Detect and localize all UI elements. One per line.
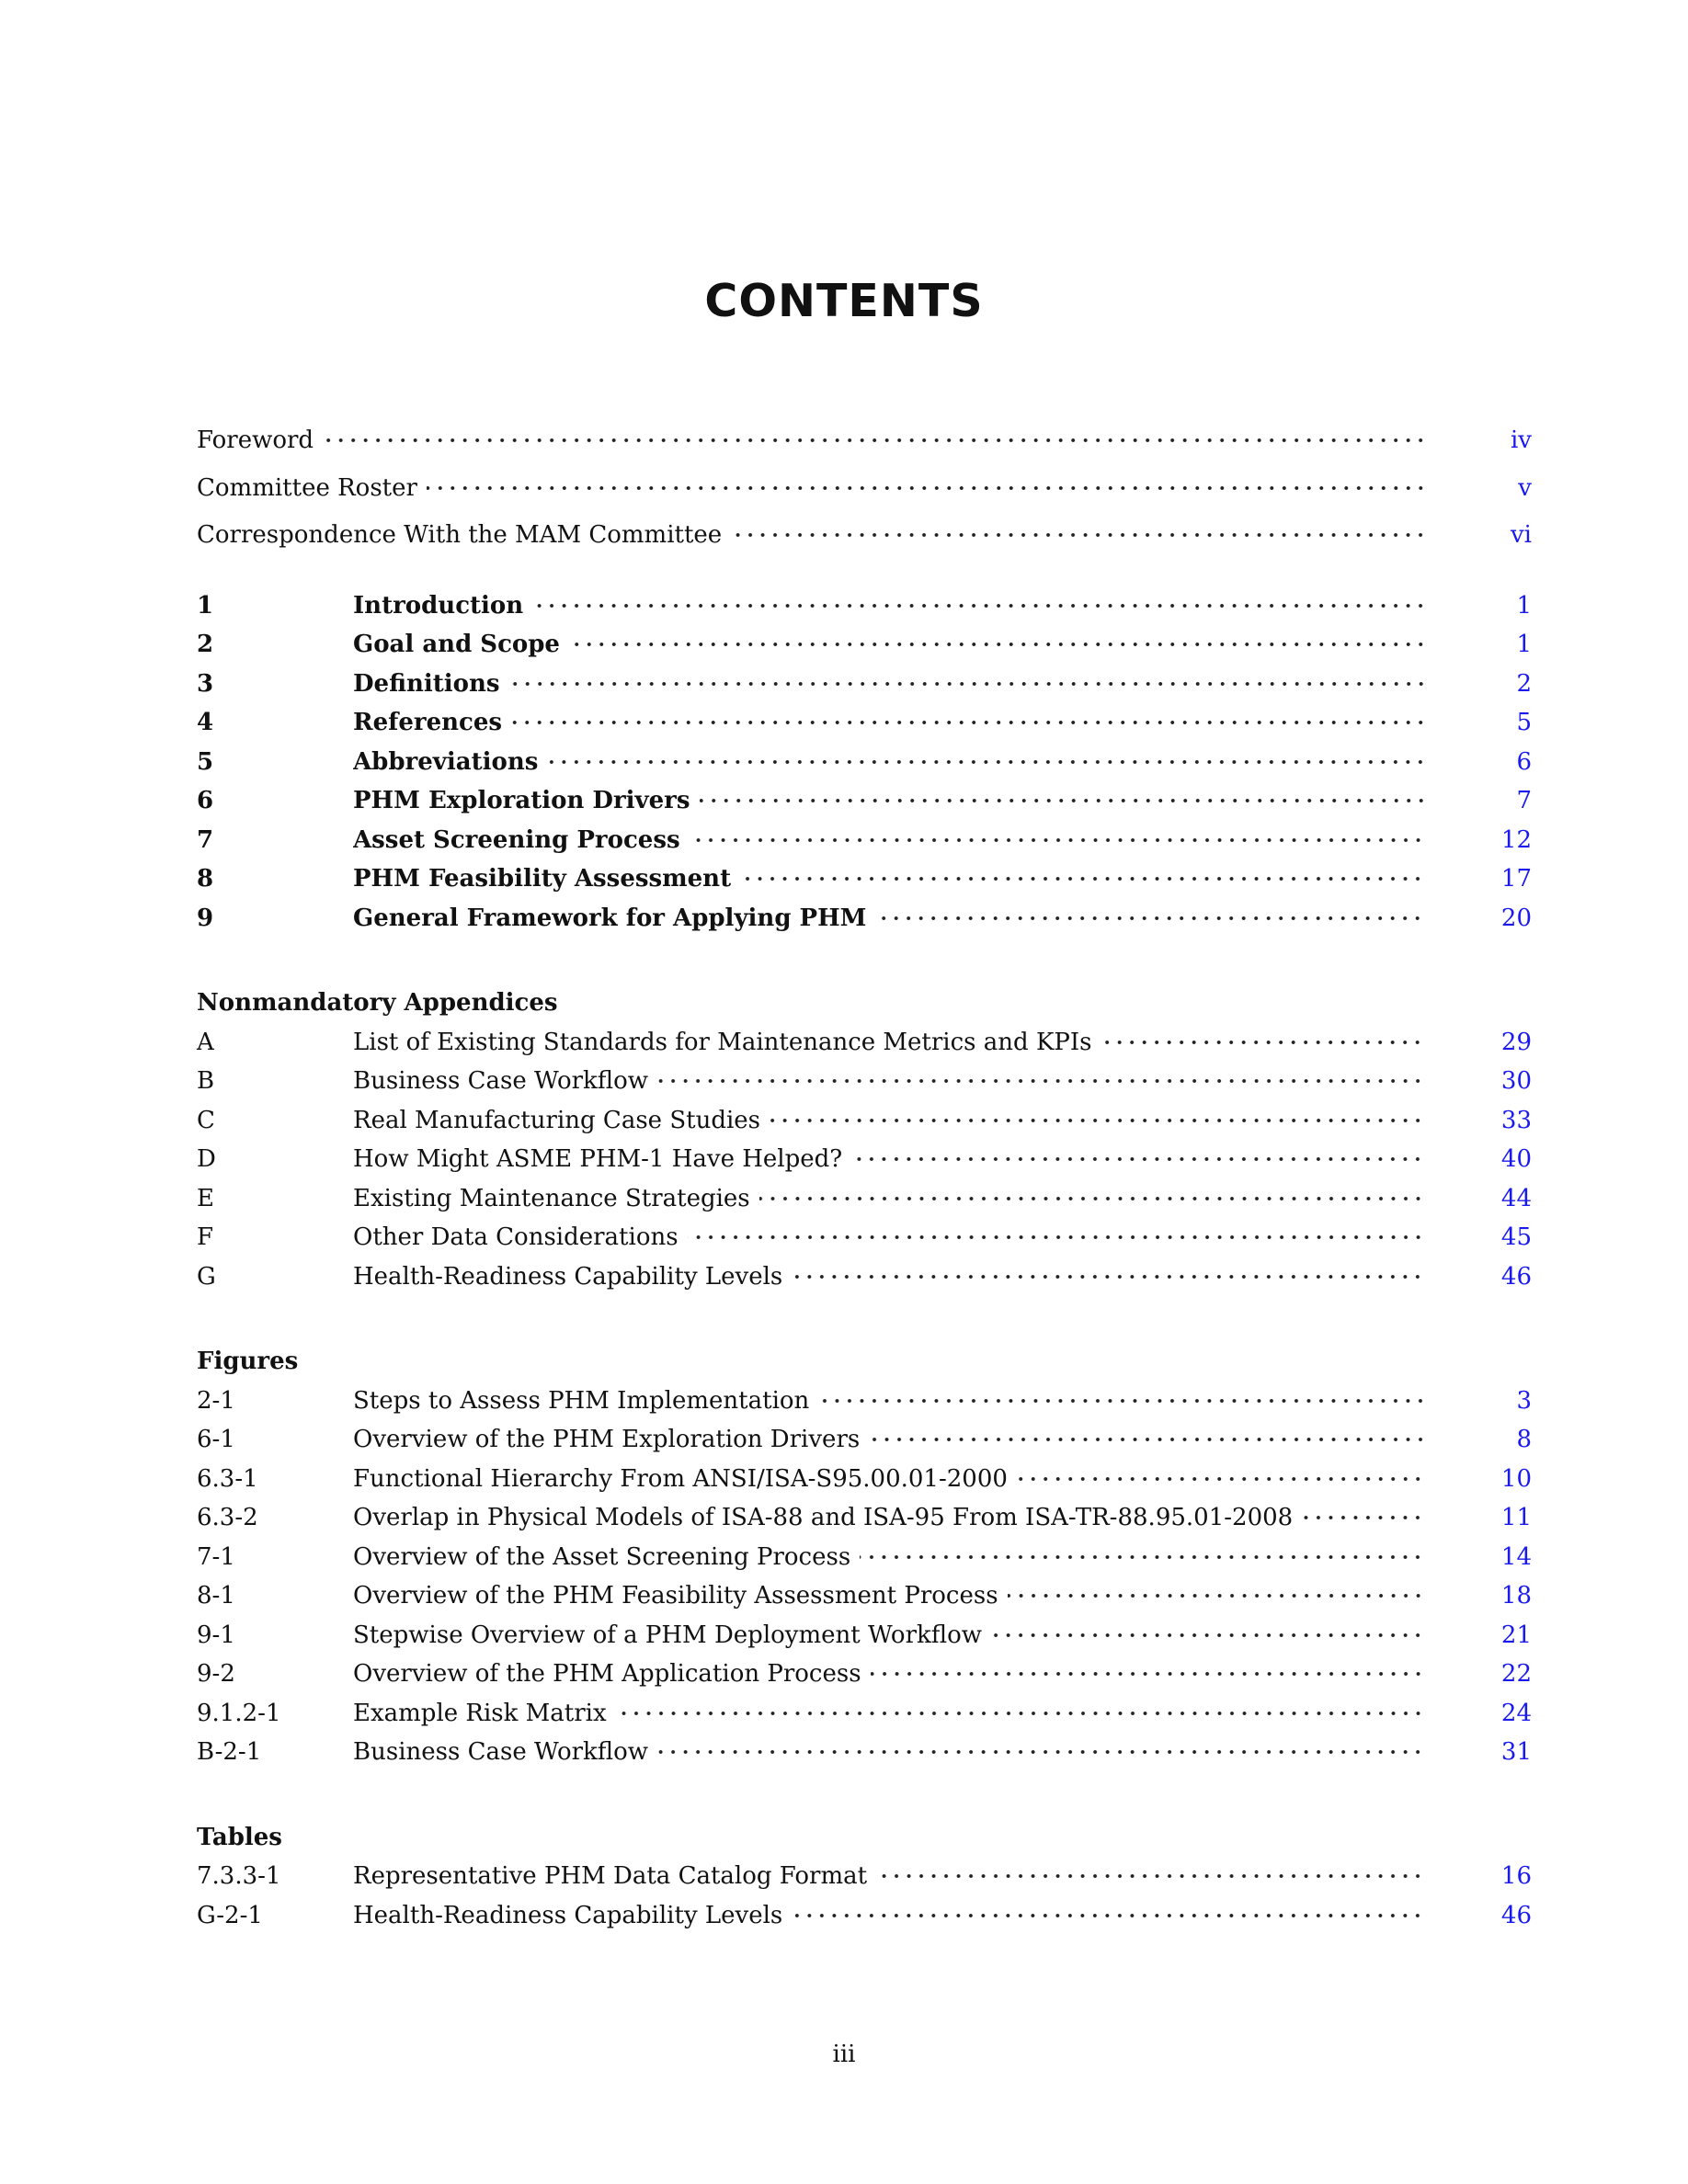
- toc-section-label: General Framework for Applying PHM: [353, 904, 867, 932]
- dot-leader: [427, 472, 1427, 504]
- dot-leader: [1302, 1502, 1424, 1533]
- toc-page-link[interactable]: 22: [1500, 1660, 1532, 1688]
- toc-appendix-f[interactable]: [197, 1219, 1532, 1256]
- toc-entry-label: Overview of the PHM Exploration Drivers: [353, 1426, 861, 1453]
- toc-entry-label: Existing Maintenance Strategies: [353, 1185, 750, 1212]
- toc-section-4[interactable]: [197, 704, 1532, 741]
- toc-entry-label: Health-Readiness Capability Levels: [353, 1263, 783, 1291]
- toc-entry-label: Overview of the PHM Feasibility Assessment Process: [353, 1582, 998, 1610]
- dot-leader: [690, 825, 1424, 856]
- toc-entry-label: Overlap in Physical Models of ISA-88 and ISA-95 From ISA-TR-88.95.01-2008: [353, 1504, 1294, 1531]
- toc-entry-label: How Might ASME PHM-1 Have Helped?: [353, 1145, 843, 1173]
- toc-section-label: PHM Feasibility Assessment: [353, 865, 732, 893]
- toc-entry-label: Representative PHM Data Catalog Format: [353, 1862, 868, 1890]
- toc-figure-8-1[interactable]: [197, 1577, 1532, 1614]
- toc-entry-label: Other Data Considerations: [353, 1223, 679, 1251]
- toc-page-link[interactable]: 1: [1516, 592, 1532, 620]
- toc-section-label: References: [353, 709, 503, 736]
- toc-section-label: Goal and Scope: [353, 631, 560, 658]
- toc-entry-number: B-2-1: [197, 1738, 262, 1766]
- toc-section-number: 8: [197, 865, 214, 893]
- toc-entry-number: B: [197, 1067, 215, 1095]
- toc-section-9[interactable]: [197, 900, 1532, 937]
- toc-section-label: Asset Screening Process: [353, 826, 680, 854]
- toc-page-link[interactable]: 30: [1500, 1067, 1532, 1095]
- toc-figure-b-2-1[interactable]: [197, 1734, 1532, 1770]
- toc-section-2[interactable]: [197, 626, 1532, 663]
- toc-table-7-3-3-1[interactable]: [197, 1858, 1532, 1894]
- toc-entry-number: 9.1.2-1: [197, 1700, 281, 1727]
- toc-entry-number: 6.3-1: [197, 1465, 258, 1493]
- dot-leader: [740, 863, 1424, 894]
- toc-entry-label: Correspondence With the MAM Committee: [197, 521, 723, 549]
- toc-entry-label: Example Risk Matrix: [353, 1700, 607, 1727]
- toc-page-link[interactable]: 3: [1516, 1387, 1532, 1415]
- page-number: iii: [832, 2041, 856, 2068]
- toc-entry-label: Foreword: [197, 427, 314, 454]
- toc-section-label: Definitions: [353, 670, 500, 698]
- toc-figure-6-3-2[interactable]: [197, 1499, 1532, 1536]
- toc-section-7[interactable]: [197, 822, 1532, 859]
- toc-entry-number: 7-1: [197, 1543, 235, 1571]
- toc-entry-number: 7.3.3-1: [197, 1862, 281, 1890]
- toc-section-5[interactable]: [197, 744, 1532, 780]
- toc-entry-label: Overview of the Asset Screening Process: [353, 1543, 851, 1571]
- toc-entry-label: Overview of the PHM Application Process: [353, 1660, 861, 1688]
- toc-entry-correspondence[interactable]: [197, 517, 1532, 553]
- toc-page-link[interactable]: v: [1518, 474, 1532, 502]
- toc-entry-foreword[interactable]: [197, 422, 1532, 459]
- toc-page-link[interactable]: 46: [1500, 1902, 1532, 1929]
- toc-appendix-a[interactable]: [197, 1024, 1532, 1061]
- toc-entry-committee-roster[interactable]: [197, 470, 1532, 506]
- dot-leader: [657, 1065, 1424, 1097]
- toc-page-link[interactable]: 45: [1500, 1223, 1532, 1251]
- dot-leader: [759, 1183, 1424, 1214]
- dot-leader: [616, 1698, 1424, 1729]
- toc-entry-number: 8-1: [197, 1582, 235, 1610]
- toc-page-link[interactable]: 18: [1500, 1582, 1532, 1610]
- toc-figure-9-2[interactable]: [197, 1655, 1532, 1692]
- toc-entry-number: 9-2: [197, 1660, 235, 1688]
- toc-page-link[interactable]: 6: [1516, 748, 1532, 776]
- toc-entry-number: C: [197, 1107, 215, 1134]
- toc-entry-label: Real Manufacturing Case Studies: [353, 1107, 761, 1134]
- dot-leader: [818, 1385, 1427, 1416]
- toc-entry-label: List of Existing Standards for Maintenance Metrics and KPIs: [353, 1029, 1092, 1056]
- tables-heading: Tables: [197, 1824, 282, 1851]
- toc-appendix-c[interactable]: [197, 1102, 1532, 1139]
- dot-leader: [688, 1222, 1424, 1253]
- toc-appendix-e[interactable]: [197, 1180, 1532, 1217]
- toc-page-link[interactable]: 33: [1500, 1107, 1532, 1134]
- toc-page-link[interactable]: 44: [1500, 1185, 1532, 1212]
- toc-page-link[interactable]: 16: [1500, 1862, 1532, 1890]
- dot-leader: [869, 1424, 1427, 1455]
- toc-entry-label: Business Case Workflow: [353, 1067, 649, 1095]
- dot-leader: [323, 425, 1427, 456]
- toc-entry-number: 6.3-2: [197, 1504, 258, 1531]
- dot-leader: [1017, 1463, 1424, 1495]
- dot-leader: [875, 903, 1423, 934]
- toc-page-link[interactable]: 14: [1500, 1543, 1532, 1571]
- toc-entry-number: 2-1: [197, 1387, 235, 1415]
- toc-section-number: 2: [197, 631, 214, 658]
- toc-entry-number: F: [197, 1223, 214, 1251]
- appendices-heading: Nonmandatory Appendices: [197, 989, 558, 1017]
- dot-leader: [532, 590, 1427, 621]
- toc-entry-number: 9-1: [197, 1621, 235, 1649]
- toc-page-link[interactable]: 40: [1500, 1145, 1532, 1173]
- toc-page-link[interactable]: 31: [1500, 1738, 1532, 1766]
- toc-figure-9-1-2-1[interactable]: [197, 1695, 1532, 1732]
- dot-leader: [1101, 1027, 1423, 1058]
- dot-leader: [731, 519, 1427, 551]
- toc-section-3[interactable]: [197, 665, 1532, 702]
- figures-heading: Figures: [197, 1348, 299, 1375]
- toc-page-link[interactable]: 5: [1516, 709, 1532, 736]
- dot-leader: [509, 668, 1427, 700]
- toc-entry-number: G: [197, 1263, 216, 1291]
- toc-section-1[interactable]: [197, 587, 1532, 624]
- toc-table-g-2-1[interactable]: [197, 1897, 1532, 1934]
- dot-leader: [1008, 1580, 1424, 1611]
- toc-section-label: PHM Exploration Drivers: [353, 787, 690, 814]
- toc-section-number: 1: [197, 592, 214, 620]
- toc-page-link[interactable]: 8: [1516, 1426, 1532, 1453]
- toc-entry-number: E: [197, 1185, 214, 1212]
- toc-section-number: 4: [197, 709, 214, 736]
- toc-entry-label: Stepwise Overview of a PHM Deployment Workflow: [353, 1621, 983, 1649]
- page-title: CONTENTS: [704, 275, 984, 327]
- toc-entry-label: Committee Roster: [197, 474, 417, 502]
- toc-page-link[interactable]: 46: [1500, 1263, 1532, 1291]
- toc-entry-number: D: [197, 1145, 216, 1173]
- dot-leader: [792, 1900, 1424, 1931]
- toc-page-link[interactable]: 20: [1500, 904, 1532, 932]
- toc-figure-7-1[interactable]: [197, 1539, 1532, 1575]
- toc-entry-number: G-2-1: [197, 1902, 263, 1929]
- toc-section-label: Introduction: [353, 592, 524, 620]
- toc-figure-6-1[interactable]: [197, 1421, 1532, 1458]
- toc-section-number: 7: [197, 826, 214, 854]
- toc-figure-2-1[interactable]: [197, 1382, 1532, 1419]
- toc-section-label: Abbreviations: [353, 748, 539, 776]
- toc-page-link[interactable]: 24: [1500, 1700, 1532, 1727]
- toc-section-number: 5: [197, 748, 214, 776]
- toc-section-number: 6: [197, 787, 214, 814]
- toc-page-link[interactable]: 1: [1516, 631, 1532, 658]
- toc-page-link[interactable]: 10: [1500, 1465, 1532, 1493]
- toc-page-link[interactable]: 29: [1500, 1029, 1532, 1056]
- dot-leader: [871, 1658, 1424, 1689]
- dot-leader: [700, 785, 1427, 816]
- dot-leader: [657, 1736, 1424, 1768]
- dot-leader: [792, 1261, 1424, 1292]
- dot-leader: [547, 746, 1427, 778]
- dot-leader: [991, 1620, 1424, 1651]
- toc-page-link[interactable]: 7: [1516, 787, 1532, 814]
- toc-figure-9-1[interactable]: [197, 1617, 1532, 1654]
- dot-leader: [770, 1105, 1424, 1136]
- toc-entry-label: Health-Readiness Capability Levels: [353, 1902, 783, 1929]
- toc-page-link[interactable]: 11: [1500, 1504, 1532, 1531]
- dot-leader: [569, 629, 1427, 660]
- toc-page-link[interactable]: vi: [1510, 521, 1532, 549]
- toc-page-link[interactable]: 17: [1500, 865, 1532, 893]
- toc-page-link[interactable]: 21: [1500, 1621, 1532, 1649]
- toc-section-number: 3: [197, 670, 214, 698]
- dot-leader: [860, 1541, 1424, 1573]
- toc-section-number: 9: [197, 904, 214, 932]
- toc-appendix-g[interactable]: [197, 1258, 1532, 1295]
- toc-section-8[interactable]: [197, 860, 1532, 897]
- toc-page-link[interactable]: 2: [1516, 670, 1532, 698]
- toc-entry-label: Functional Hierarchy From ANSI/ISA-S95.00.01-2000: [353, 1465, 1008, 1493]
- toc-entry-label: Business Case Workflow: [353, 1738, 649, 1766]
- toc-entry-label: Steps to Assess PHM Implementation: [353, 1387, 810, 1415]
- toc-entry-number: 6-1: [197, 1426, 235, 1453]
- dot-leader: [876, 1860, 1424, 1892]
- toc-appendix-b[interactable]: [197, 1063, 1532, 1099]
- toc-section-6[interactable]: [197, 782, 1532, 819]
- toc-figure-6-3-1[interactable]: [197, 1461, 1532, 1497]
- dot-leader: [511, 707, 1427, 738]
- dot-leader: [851, 1143, 1424, 1175]
- toc-page-link[interactable]: iv: [1510, 427, 1532, 454]
- toc-entry-number: A: [197, 1029, 214, 1056]
- toc-page-link[interactable]: 12: [1500, 826, 1532, 854]
- toc-appendix-d[interactable]: [197, 1141, 1532, 1177]
